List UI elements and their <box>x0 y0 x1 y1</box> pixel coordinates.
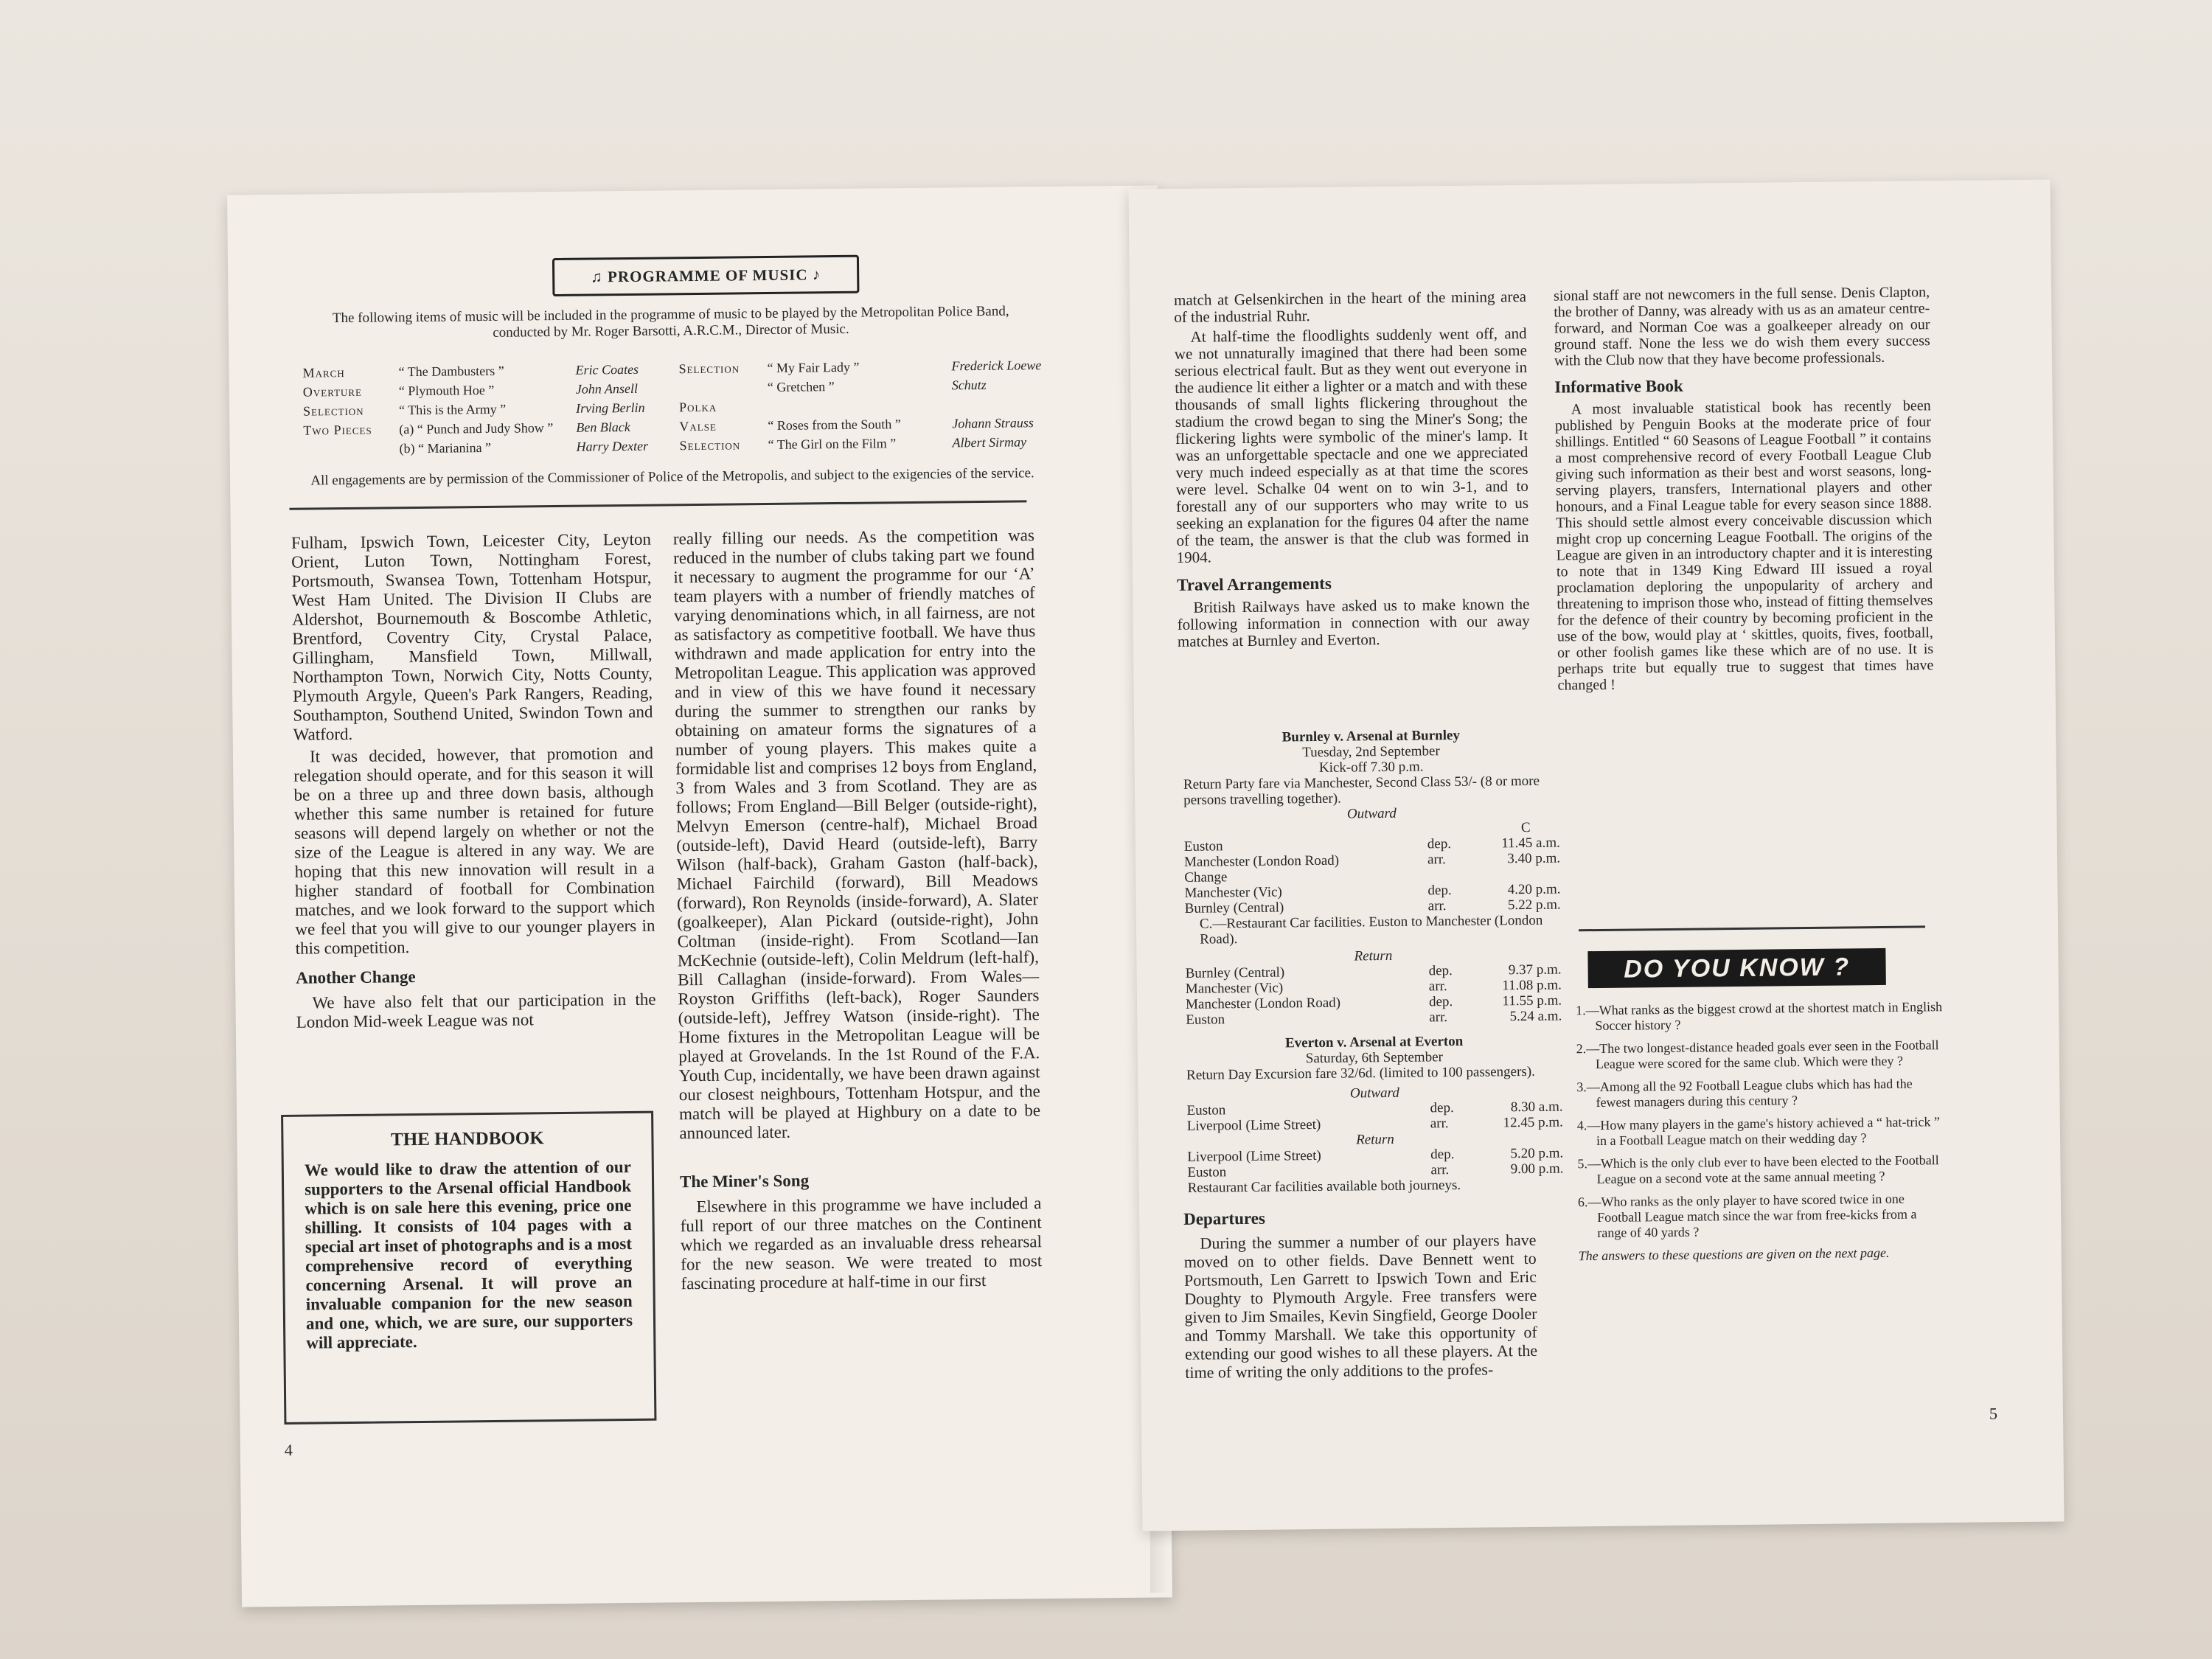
timetable-outward <box>1184 835 1561 917</box>
music-composer: Harry Dexter <box>576 438 649 454</box>
music-composer: Schutz <box>951 377 987 393</box>
station: Manchester (Vic) <box>1185 980 1284 997</box>
dep-arr: arr. <box>1428 978 1447 995</box>
quiz-answer-note: The answers to these questions are given on the next page. <box>1578 1245 1890 1264</box>
time: 11.55 p.m. <box>1502 992 1562 1009</box>
quiz-list <box>1576 999 1947 1264</box>
dep-arr: dep. <box>1428 963 1453 979</box>
quiz-question: 6.—Who ranks as the only player to have scored twice in one Football League match since the war from free-kicks from a range of 40 yards ? <box>1577 1191 1917 1241</box>
right-column-2 <box>1554 284 1934 696</box>
music-composer: Albert Sirmay <box>952 434 1027 451</box>
quiz-question: 4.—How many players in the game's history achieved a “ hat-trick ” in a Football League match on their wedding day ? <box>1576 1114 1941 1149</box>
music-note-icon: ♫ <box>590 267 608 286</box>
handbook-text: We would like to draw the attention of our supporters to the Arsenal official Handbook which is on sale here this evening, price one shilling. It consists of 104 pages with a special art inset of photographs and is a most comprehensive record of everything concerning Arsenal. It will prove an invaluable companion for the new season and one, which, we are sure, our supporters will appreciate. <box>304 1157 633 1352</box>
music-composer: Ben Black <box>576 419 630 435</box>
station: Manchester (London Road) <box>1185 995 1341 1012</box>
outward-label: Outward <box>1349 1085 1399 1102</box>
music-item <box>678 358 1041 377</box>
station: Euston <box>1186 1012 1225 1028</box>
timetable-row <box>1186 1009 1562 1028</box>
restaurant-mark: C <box>1520 819 1531 836</box>
paragraph: really filling our needs. As the competition was reduced in the number of clubs taking part we found it necessary to augment the programme for our ‘A’ team players with a number of friendly matches of varying denominations which, in all fairness, are not as satisfactory as competitive football. We have thus withdrawn and made application for entry into the Metropolitan League. This application was approved and in view of this we have found it necessary during the summer to strengthen our ranks by obtaining on amateur forms the signatures of a number of young players. This makes quite a formidable list and comprises 12 boys from England, 3 from Wales and 3 from Scotland. They are as follows; From England—Bill Belger (outside-right), Melvyn Emerson (centre-half), Michael Broad (outside-left), David Heard (outside-left), Barry Wilson (half-back), Graham Gaston (half-back), Michael Fairchild (forward), Bill Meadows (forward), Ron Reynolds (inside-forward), A. Slater (goalkeeper), Alan Pickard (outside-right), John Coltman (inside-right). From Scotland—Ian McKechnie (outside-left), Colin Meldrum (left-half), Bill Callaghan (inside-forward). From Wales—Royston Griffiths (left-back), Roger Saunders (outside-left), Jeffrey Watson (inside-right). The Home fixtures in the Metropolitan League will be played at Grovelands. In the 1st Round of the F.A. Youth Cup, incidentally, we have been drawn against our closest neighbours, Tottenham Hotspur, and the match will be played at Highbury on a date to be announced later. <box>672 526 1041 1143</box>
station: Change <box>1184 869 1228 886</box>
time: 9.00 p.m. <box>1510 1161 1564 1178</box>
station: Euston <box>1187 1164 1227 1180</box>
station: Burnley (Central) <box>1184 900 1284 917</box>
music-item <box>303 400 645 420</box>
dep-arr: dep. <box>1427 836 1452 852</box>
fare-text: Return Party fare via Manchester, Second Class 53/- (8 or more persons travelling together). <box>1183 773 1540 808</box>
music-composer: Johann Strauss <box>952 415 1034 431</box>
music-programme-banner <box>552 255 860 296</box>
station: Liverpool (Lime Street) <box>1186 1116 1321 1134</box>
time <box>1472 866 1560 883</box>
music-kind: Selection <box>679 437 741 453</box>
music-title: “ Plymouth Hoe ” <box>398 382 495 399</box>
music-item <box>679 434 1026 453</box>
music-title: “ My Fair Lady ” <box>767 359 860 376</box>
dep-arr: dep. <box>1430 1100 1454 1116</box>
left-column-1 <box>291 530 656 1035</box>
music-title: “ This is the Army ” <box>398 401 507 418</box>
music-item <box>679 378 987 396</box>
paragraph: match at Gelsenkirchen in the heart of the mining area of the industrial Ruhr. <box>1173 287 1527 326</box>
music-title: “ Roses from the South ” <box>768 417 901 433</box>
music-item <box>679 397 952 415</box>
music-kind: Selection <box>302 403 364 419</box>
music-title: (a) “ Punch and Judy Show ” <box>399 420 554 437</box>
music-title: “ Gretchen ” <box>767 379 835 395</box>
time: 11.08 p.m. <box>1502 977 1562 994</box>
right-column-1 <box>1174 288 1530 653</box>
time: 9.37 p.m. <box>1508 961 1562 978</box>
outward-label: Outward <box>1346 805 1397 822</box>
paragraph: At half-time the floodlights suddenly went off, and we not unnaturally imagined that there had been some serious electrical fault. But as they went out everyone in the audience lit either a lighter or a match and with these thousands of small lights flickering throughout the stadium the crowd began to sing the Miner's Song; the flickering lights were symbolic of the miner's lamp. It was an unforgettable spectacle and one we appreciated very much indeed especially as at that time the scores were level. Schalke 04 went on to win 3-1, and to forestall any of our supporters who may write to us seeking an explanation for the figures 04 after the name of the team, the answer is that the club was formed in 1904. <box>1174 324 1529 566</box>
left-column-2 <box>673 526 1043 1296</box>
music-kind: Selection <box>678 361 740 377</box>
music-kind: Overture <box>302 383 363 400</box>
paragraph: Fulham, Ipswich Town, Leicester City, Leyton Orient, Luton Town, Nottingham Forest, Portsmouth, Swansea Town, Tottenham Hotspur, West Ham United. The Division II Clubs are Aldershot, Bournemouth & Boscombe Athletic, Brentford, Coventry City, Crystal Palace, Gillingham, Mansfield Town, Millwall, Northampton Town, Norwich City, Notts County, Plymouth Argyle, Queen's Park Rangers, Reading, Southampton, Southend United, Swindon Town and Watford. <box>291 529 653 744</box>
dep-arr: dep. <box>1430 1147 1455 1163</box>
time: 12.45 p.m. <box>1503 1114 1563 1131</box>
timetable-return <box>1187 1145 1563 1180</box>
dep-arr <box>1427 867 1472 883</box>
station: Manchester (Vic) <box>1184 884 1282 901</box>
music-note: All engagements are by permission of the Commissioner of Police of the Metropolis, and subject to the exigencies of the service. <box>310 465 1034 489</box>
dep-arr: dep. <box>1428 994 1453 1010</box>
music-title: “ The Dambusters ” <box>398 363 504 380</box>
paragraph: sional staff are not newcomers in the full sense. Denis Clapton, the brother of Danny, was already with us as an amateur centre-forward, and Norman Coe was a goalkeeper already on our ground staff. None the less we do wish them every success with the Club now that they have become professionals. <box>1553 284 1930 369</box>
page-number: 4 <box>284 1440 293 1459</box>
paragraph: A most invaluable statistical book has recently been published by Penguin Books at the moderate price of four shillings. Entitled “ 60 Seasons of League Football ” it contains a most comprehensive record of every Football League Club giving such information as their best and worst seasons, long-serving players, transfers, International players and other honours, and a Final League table for every season since 1888. This should settle almost every conceivable discussion which might crop up concerning League Football. The origins of the League are given in an introductory chapter and it is interesting to note that in 1349 King Edward III issued a royal proclamation deploring the unpopularity of archery and threatening to imprison those who, instead of fitting themselves for the defence of their country by becoming proficient in the use of the bow, would play at ‘ skittles, quoits, fives, football, or other foolish games like these which are of no use. It is perhaps trite but equally true to suggest that times have changed ! <box>1554 397 1934 694</box>
music-composer: John Ansell <box>575 380 639 397</box>
music-composer: Irving Berlin <box>575 400 645 416</box>
time: 5.20 p.m. <box>1510 1145 1564 1162</box>
music-kind: March <box>302 365 345 380</box>
section-heading: Departures <box>1183 1208 1265 1228</box>
music-item <box>303 420 630 439</box>
fixture-title: Everton v. Arsenal at Everton <box>1284 1033 1464 1051</box>
fixture-date: Tuesday, 2nd September <box>1302 743 1440 761</box>
section-heading: Informative Book <box>1554 376 1683 397</box>
dep-arr: arr. <box>1430 1116 1449 1132</box>
music-item <box>302 362 639 381</box>
quiz-question: 3.—Among all the 92 Football League clubs which has had the fewest managers during this century ? <box>1576 1076 1913 1110</box>
section-heading: The Miner's Song <box>679 1171 810 1192</box>
divider <box>289 500 1026 509</box>
kickoff-time: Kick-off 7.30 p.m. <box>1318 759 1424 776</box>
time: 5.24 a.m. <box>1509 1008 1562 1025</box>
burnley-fixture <box>1183 727 1564 1196</box>
quiz-question: 2.—The two longest-distance headed goals ever seen in the Football League were scored for the same club. Which were they ? <box>1576 1037 1939 1072</box>
station: Euston <box>1186 1102 1226 1119</box>
return-label: Return <box>1356 1131 1394 1148</box>
music-banner-title: PROGRAMME OF MUSIC <box>607 265 808 285</box>
music-composer: Frederick Loewe <box>951 358 1042 374</box>
music-composer: Eric Coates <box>575 361 639 378</box>
paragraph: During the summer a number of our players have moved on to other fields. Dave Bennett went to Portsmouth, Len Garrett to Ipswich Town and Eric Doughty to Plymouth Argyle. Free transfers were given to Jim Smailes, Kevin Singfield, George Dooler and Tommy Marshall. We take this opportunity of extending our good wishes to all these players. At the time of writing the only additions to the profes- <box>1183 1230 1538 1382</box>
time: 11.45 a.m. <box>1501 835 1560 852</box>
paragraph: British Railways have asked us to make known the following information in connection with our away matches at Burnley and Everton. <box>1177 594 1530 650</box>
right-page <box>1129 180 2065 1531</box>
time: 4.20 p.m. <box>1507 881 1561 898</box>
station: Burnley (Central) <box>1185 964 1285 981</box>
music-note-icon: ♪ <box>807 265 821 283</box>
paragraph: Elsewhere in this programme we have included a full report of our three matches on the Continent which we regarded as an invaluable dress rehearsal for the new season. We were treated to most fascinating procedure at half-time in our first <box>680 1194 1043 1293</box>
divider <box>1579 925 1925 931</box>
timetable-outward <box>1186 1099 1562 1133</box>
left-page <box>227 185 1172 1607</box>
dep-arr: arr. <box>1427 898 1447 914</box>
station: Liverpool (Lime Street) <box>1187 1147 1321 1165</box>
music-title <box>768 408 952 411</box>
time: 5.22 p.m. <box>1507 897 1561 914</box>
quiz-question: 1.—What ranks as the biggest crowd at the shortest match in English Soccer history ? <box>1576 999 1943 1034</box>
time: 8.30 a.m. <box>1510 1099 1563 1116</box>
music-kind: Valse <box>679 418 717 434</box>
paragraph: It was decided, however, that promotion and relegation should operate, and for this season it will be on a three up and three down basis, although whether this same number is retained for future seasons will depend largely on whether or not the size of the League is altered in any way. We are hoping that this new innovation will result in a higher standard of football for Combination matches, and we look forward to the support which we feel that you will give to our younger players in this competition. <box>293 743 655 958</box>
handbook-title: THE HANDBOOK <box>390 1128 544 1150</box>
music-item <box>303 381 638 400</box>
dep-arr: arr. <box>1430 1162 1450 1178</box>
music-title: (b) “ Marianina ” <box>399 439 492 456</box>
music-intro: The following items of music will be included in the programme of music to be played by the Metropolitan Police Band, conducted by Mr. Roger Barsotti, A.R.C.M., Director of Music. <box>332 303 1009 341</box>
timetable-note: Restaurant Car facilities available both journeys. <box>1187 1177 1461 1196</box>
fare-text: Return Day Excursion fare 32/6d. (limited to 100 passengers). <box>1186 1063 1535 1083</box>
handbook-box <box>281 1111 656 1425</box>
do-you-know-banner: DO YOU KNOW ? <box>1587 948 1886 988</box>
dep-arr: arr. <box>1427 852 1446 868</box>
music-kind: Two Pieces <box>303 422 372 438</box>
timetable-note: C.—Restaurant Car facilities. Euston to Manchester (London Road). <box>1199 912 1543 947</box>
music-kind: Polka <box>678 399 717 415</box>
station: Euston <box>1183 838 1223 855</box>
section-heading: Travel Arrangements <box>1176 574 1332 594</box>
departures-section <box>1183 1206 1537 1385</box>
fixture-date: Saturday, 6th September <box>1305 1049 1444 1067</box>
quiz-question: 5.—Which is the only club ever to have been elected to the Football League on a second vote at the same annual meeting ? <box>1577 1152 1939 1187</box>
music-title: “ The Girl on the Film ” <box>768 436 897 452</box>
timetable-return <box>1186 962 1562 1028</box>
station: Manchester (London Road) <box>1183 852 1340 870</box>
section-heading: Another Change <box>295 967 416 987</box>
fixture-title: Burnley v. Arsenal at Burnley <box>1281 727 1461 745</box>
paragraph: We have also felt that our participation in the London Mid-week League was not <box>296 990 656 1032</box>
dep-arr: dep. <box>1427 883 1452 899</box>
page-number: 5 <box>1989 1404 1998 1423</box>
return-label: Return <box>1354 947 1393 964</box>
dep-arr: arr. <box>1429 1009 1448 1026</box>
music-item <box>304 439 649 458</box>
music-item <box>679 415 1034 434</box>
time: 3.40 p.m. <box>1507 850 1561 867</box>
